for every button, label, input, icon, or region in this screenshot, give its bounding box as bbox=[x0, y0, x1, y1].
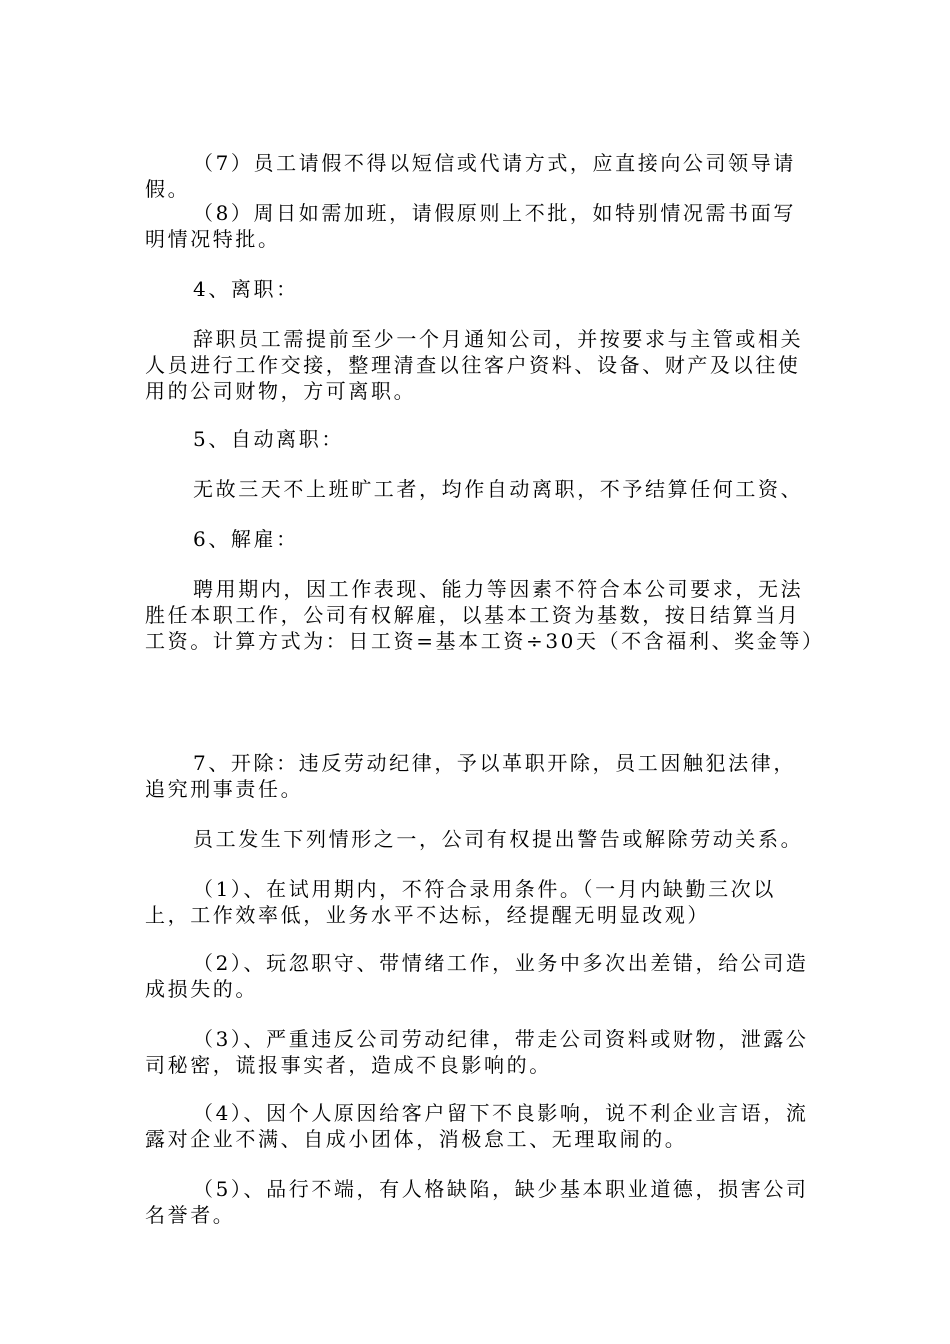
paragraph-expulsion: 7、开除：违反劳动纪律，予以革职开除，员工因触犯法律，追究刑事责任。 bbox=[145, 751, 796, 801]
paragraph-warning-item-5: （5）、品行不端，有人格缺陷，缺少基本职业道德，损害公司名誉者。 bbox=[145, 1177, 809, 1227]
paragraph-dismissal: 聘用期内，因工作表现、能力等因素不符合本公司要求，无法胜任本职工作，公司有权解雇，以基本工资为基数，按日结算当月工资。计算方式为：日工资=基本工资÷30天（不含福利、奖金等） bbox=[145, 577, 825, 653]
heading-automatic-resignation: 5、自动离职： bbox=[193, 427, 344, 451]
heading-resignation: 4、离职： bbox=[193, 277, 299, 301]
paragraph-resignation: 辞职员工需提前至少一个月通知公司，并按要求与主管或相关人员进行工作交接，整理清查以往客户资料、设备、财产及以往使用的公司财物，方可离职。 bbox=[145, 327, 804, 403]
heading-dismissal: 6、解雇： bbox=[193, 527, 299, 551]
paragraph-leave-rule-8: （8）周日如需加班，请假原则上不批，如特别情况需书面写明情况特批。 bbox=[145, 201, 796, 251]
paragraph-warning-intro: 员工发生下列情形之一，公司有权提出警告或解除劳动关系。 bbox=[193, 827, 804, 851]
paragraph-automatic-resignation: 无故三天不上班旷工者，均作自动离职，不予结算任何工资、 bbox=[193, 477, 804, 501]
paragraph-warning-item-3: （3）、严重违反公司劳动纪律，带走公司资料或财物，泄露公司秘密，谎报事实者，造成不良影响的。 bbox=[145, 1027, 809, 1077]
paragraph-warning-item-2: （2）、玩忽职守、带情绪工作，业务中多次出差错，给公司造成损失的。 bbox=[145, 951, 809, 1001]
paragraph-warning-item-1: （1）、在试用期内，不符合录用条件。（一月内缺勤三次以上，工作效率低，业务水平不达标，经提醒无明显改观） bbox=[145, 877, 776, 927]
paragraph-leave-rule-7: （7）员工请假不得以短信或代请方式，应直接向公司领导请假。 bbox=[145, 151, 796, 201]
paragraph-warning-item-4: （4）、因个人原因给客户留下不良影响，说不利企业言语，流露对企业不满、自成小团体，消极怠工、无理取闹的。 bbox=[145, 1101, 809, 1151]
